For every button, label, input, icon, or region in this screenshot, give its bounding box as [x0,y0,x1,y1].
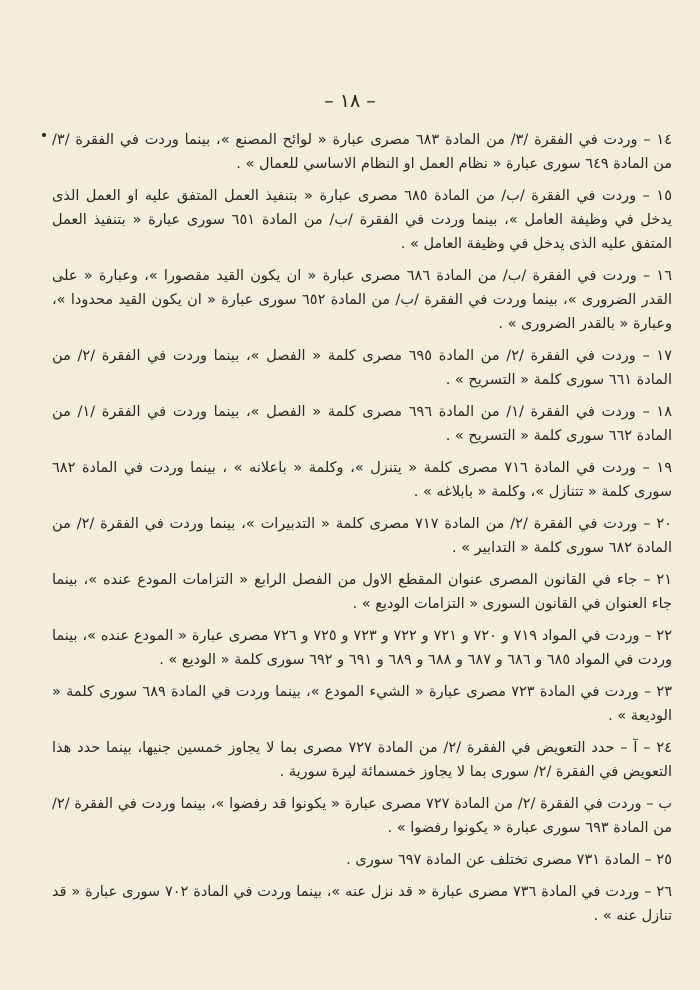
paragraph-16: ١٦ – وردت في الفقرة /ب/ من المادة ٦٨٦ مصرى عبارة « ان يكون القيد مقصورا »، وعبارة « على القدر الضرورى »، بينما وردت في الفقرة /ب/ من المادة ٦٥٢ سورى عبارة « ان يكون القيد محدودا »، وعبارة « بالقدر الضرورى » . [52,268,673,332]
paragraph-24b: ب – وردت في الفقرة /٢/ من المادة ٧٢٧ مصرى عبارة « يكونوا قد رفضوا »، بينما وردت في الفقرة /٢/ من المادة ٦٩٣ سورى عبارة « يكونوا رفضوا » . [52,796,672,836]
paragraph-19: ١٩ – وردت في المادة ٧١٦ مصرى كلمة « يتنزل »، وكلمة « باعلانه » ، بينما وردت في المادة ٦٨٢ سورى كلمة « تتنازل »، وكلمة « بابلاغه » . [52,460,672,500]
paragraph-18: ١٨ – وردت في الفقرة /١/ من المادة ٦٩٦ مصرى كلمة « الفصل »، بينما وردت في الفقرة /١/ من المادة ٦٦٢ سورى كلمة « التسريح » . [52,404,672,444]
document-body [52,128,672,936]
bullet-mark [42,133,46,137]
paragraph-20: ٢٠ – وردت في الفقرة /٢/ من المادة ٧١٧ مصرى كلمة « التدبيرات »، بينما وردت في الفقرة /٢/ من المادة ٦٨٢ سورى كلمة « التدابير » . [52,516,672,556]
page-number: – ١٨ – [324,90,376,112]
paragraph-17: ١٧ – وردت في الفقرة /٢/ من المادة ٦٩٥ مصرى كلمة « الفصل »، بينما وردت في الفقرة /٢/ من المادة ٦٦١ سورى كلمة « التسريح » . [52,348,672,388]
paragraph-22: ٢٢ – وردت في المواد ٧١٩ و ٧٢٠ و ٧٢١ و ٧٢٢ و ٧٢٣ و ٧٢٥ و ٧٢٦ مصرى عبارة « المودع عنده »، بينما وردت في المواد ٦٨٥ و ٦٨٦ و ٦٨٧ و ٦٨٨ و ٦٨٩ و ٦٩١ و ٦٩٢ سورى كلمة « الوديع » . [52,628,672,668]
paragraph-26: ٢٦ – وردت في المادة ٧٣٦ مصرى عبارة « قد نزل عنه »، بينما وردت في المادة ٧٠٢ سورى عبارة « قد تنازل عنه » . [52,884,672,924]
paragraph-24a: ٢٤ – آ – حدد التعويض في الفقرة /٢/ من المادة ٧٢٧ مصرى بما لا يجاوز خمسين جنيها، بينما حدد هذا التعويض في الفقرة /٢/ سورى بما لا يجاوز خمسمائة ليرة سورية . [52,740,672,780]
paragraph-15: ١٥ – وردت في الفقرة /ب/ من المادة ٦٨٥ مصرى عبارة « بتنفيذ العمل المتفق عليه او العمل الذى يدخل في وظيفة العامل »، بينما وردت في الفقرة /ب/ من المادة ٦٥١ سورى عبارة « بتنفيذ العمل المتفق عليه الذى يدخل في وظيفة العامل » . [52,188,673,252]
paragraph-23: ٢٣ – وردت في المادة ٧٢٣ مصرى عبارة « الشيء المودع »، بينما وردت في المادة ٦٨٩ سورى كلمة « الوديعة » . [52,684,672,724]
paragraph-14: ١٤ – وردت في الفقرة /٣/ من المادة ٦٨٣ مصرى عبارة « لوائح المصنع »، بينما وردت في الفقرة /٣/ من المادة ٦٤٩ سورى عبارة « نظام العمل او النظام الاساسي للعمال » . [52,132,672,172]
paragraph-25: ٢٥ – المادة ٧٣١ مصرى تختلف عن المادة ٦٩٧ سورى . [346,852,672,868]
paragraph-21: ٢١ – جاء في القانون المصرى عنوان المقطع الاول من الفصل الرابع « التزامات المودع عنده »، بينما جاء العنوان في القانون السورى « التزامات الوديع » . [52,572,672,612]
